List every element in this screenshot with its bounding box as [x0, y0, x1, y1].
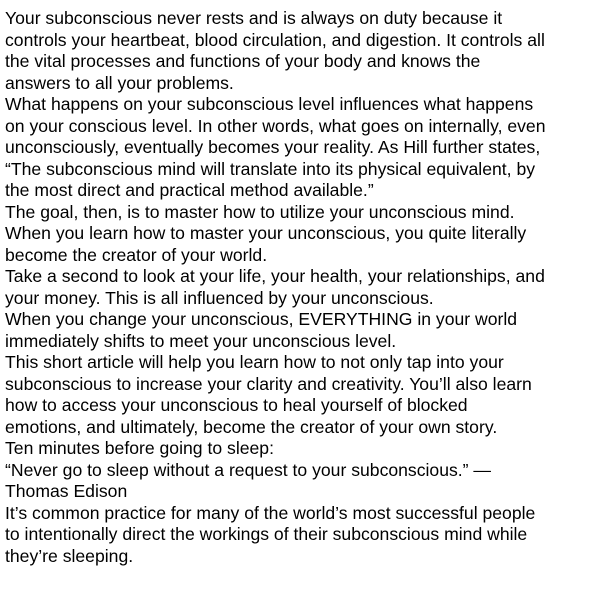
- paragraph-common-practice: It’s common practice for many of the world’s most successful people to intentionally direct the workings of their subconscious mind while they’re sleeping.: [5, 502, 536, 566]
- paragraph-look-at-life: Take a second to look at your life, your health, your relationships, and your money. This is all influenced by your unconscious.: [5, 266, 545, 308]
- edison-quote: “Never go to sleep without a request to your subconscious.” — Thomas Edison: [5, 459, 492, 501]
- paragraph-subconscious-level: What happens on your subconscious level influences what happens on your conscious level. In other words, what goes on internally, even unconsciously, eventually becomes your reality. As Hill further states, “The subconscious mind will translate into its physical equivalent, by the most direct and practical method available.”: [5, 94, 546, 200]
- paragraph-subconscious-never-rests: Your subconscious never rests and is always on duty because it controls your heartbeat, blood circulation, and digestion. It controls all the vital processes and functions of your body and knows the answers to all your problems.: [5, 8, 545, 93]
- paragraph-goal: The goal, then, is to master how to utilize your unconscious mind. When you learn how to master your unconscious, you quite literally become the creator of your world.: [5, 201, 527, 265]
- paragraph-change-unconscious: When you change your unconscious, EVERYTHING in your world immediately shifts to meet your unconscious level.: [5, 309, 518, 351]
- paragraph-article-intro: This short article will help you learn how to not only tap into your subconscious to increase your clarity and creativity. You’ll also learn how to access your unconscious to heal yourself of blocked emotions, and ultimately, become the creator of your own story.: [5, 352, 532, 437]
- section-heading-ten-minutes: Ten minutes before going to sleep:: [5, 438, 274, 458]
